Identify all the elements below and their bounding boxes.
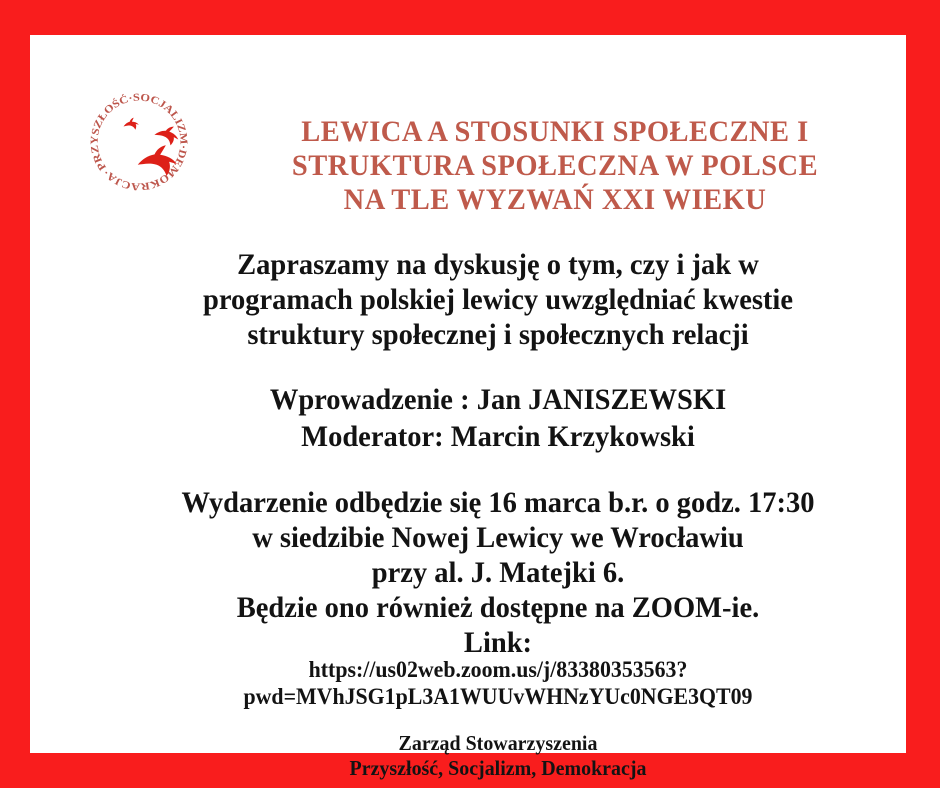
footer-line: Zarząd Stowarzyszenia xyxy=(398,731,598,755)
details-address-line: przy al. J. Matejki 6. xyxy=(371,556,625,589)
swallow-icon-small xyxy=(122,117,139,132)
speaker-moderator-line: Moderator: Marcin Krzykowski xyxy=(301,420,695,453)
footer-line: Przyszłość, Socjalizm, Demokracja xyxy=(349,756,647,780)
intro-text xyxy=(82,247,914,352)
intro-line: struktury społecznej i społecznych relacji xyxy=(247,318,749,351)
title-line: STRUKTURA SPOŁECZNA W POLSCE xyxy=(291,149,819,182)
logo-circular-text: PRZYSZŁOŚĆ·SOCJALIZM·DEMOKRACJA· xyxy=(89,92,189,192)
details-zoom-line: Będzie ono również dostępne na ZOOM-ie. xyxy=(236,591,760,624)
speaker-intro-line: Wprowadzenie : Jan JANISZEWSKI xyxy=(269,383,727,416)
speakers-text xyxy=(82,381,914,455)
details-link-label: Link: xyxy=(463,626,533,659)
event-details-text xyxy=(82,485,914,660)
details-date-line: Wydarzenie odbędzie się 16 marca b.r. o godz. 17:30 xyxy=(181,486,815,519)
zoom-link-pwd-line[interactable]: pwd=MVhJSG1pL3A1WUUvWHNzYUc0NGE3QT09 xyxy=(243,684,753,709)
poster-inner xyxy=(30,35,906,780)
logo-svg xyxy=(86,89,192,195)
intro-line: programach polskiej lewicy uwzględniać kwestie xyxy=(202,283,794,316)
title-line: NA TLE WYZWAŃ XXI WIEKU xyxy=(343,183,767,216)
title-line: LEWICA A STOSUNKI SPOŁECZNE I xyxy=(301,115,809,148)
svg-text:PRZYSZŁOŚĆ·SOCJALIZM·DEMOKRACJ xyxy=(86,89,192,195)
poster-title xyxy=(223,115,888,217)
association-logo xyxy=(86,89,192,195)
details-venue-line: w siedzibie Nowej Lewicy we Wrocławiu xyxy=(252,521,744,554)
intro-line: Zapraszamy na dyskusję o tym, czy i jak w xyxy=(237,248,759,281)
zoom-link[interactable] xyxy=(82,656,914,710)
footer-signature xyxy=(82,731,914,781)
zoom-link-url-line[interactable]: https://us02web.zoom.us/j/83380353563? xyxy=(308,657,688,682)
logo-circular-text-ring xyxy=(86,89,192,195)
